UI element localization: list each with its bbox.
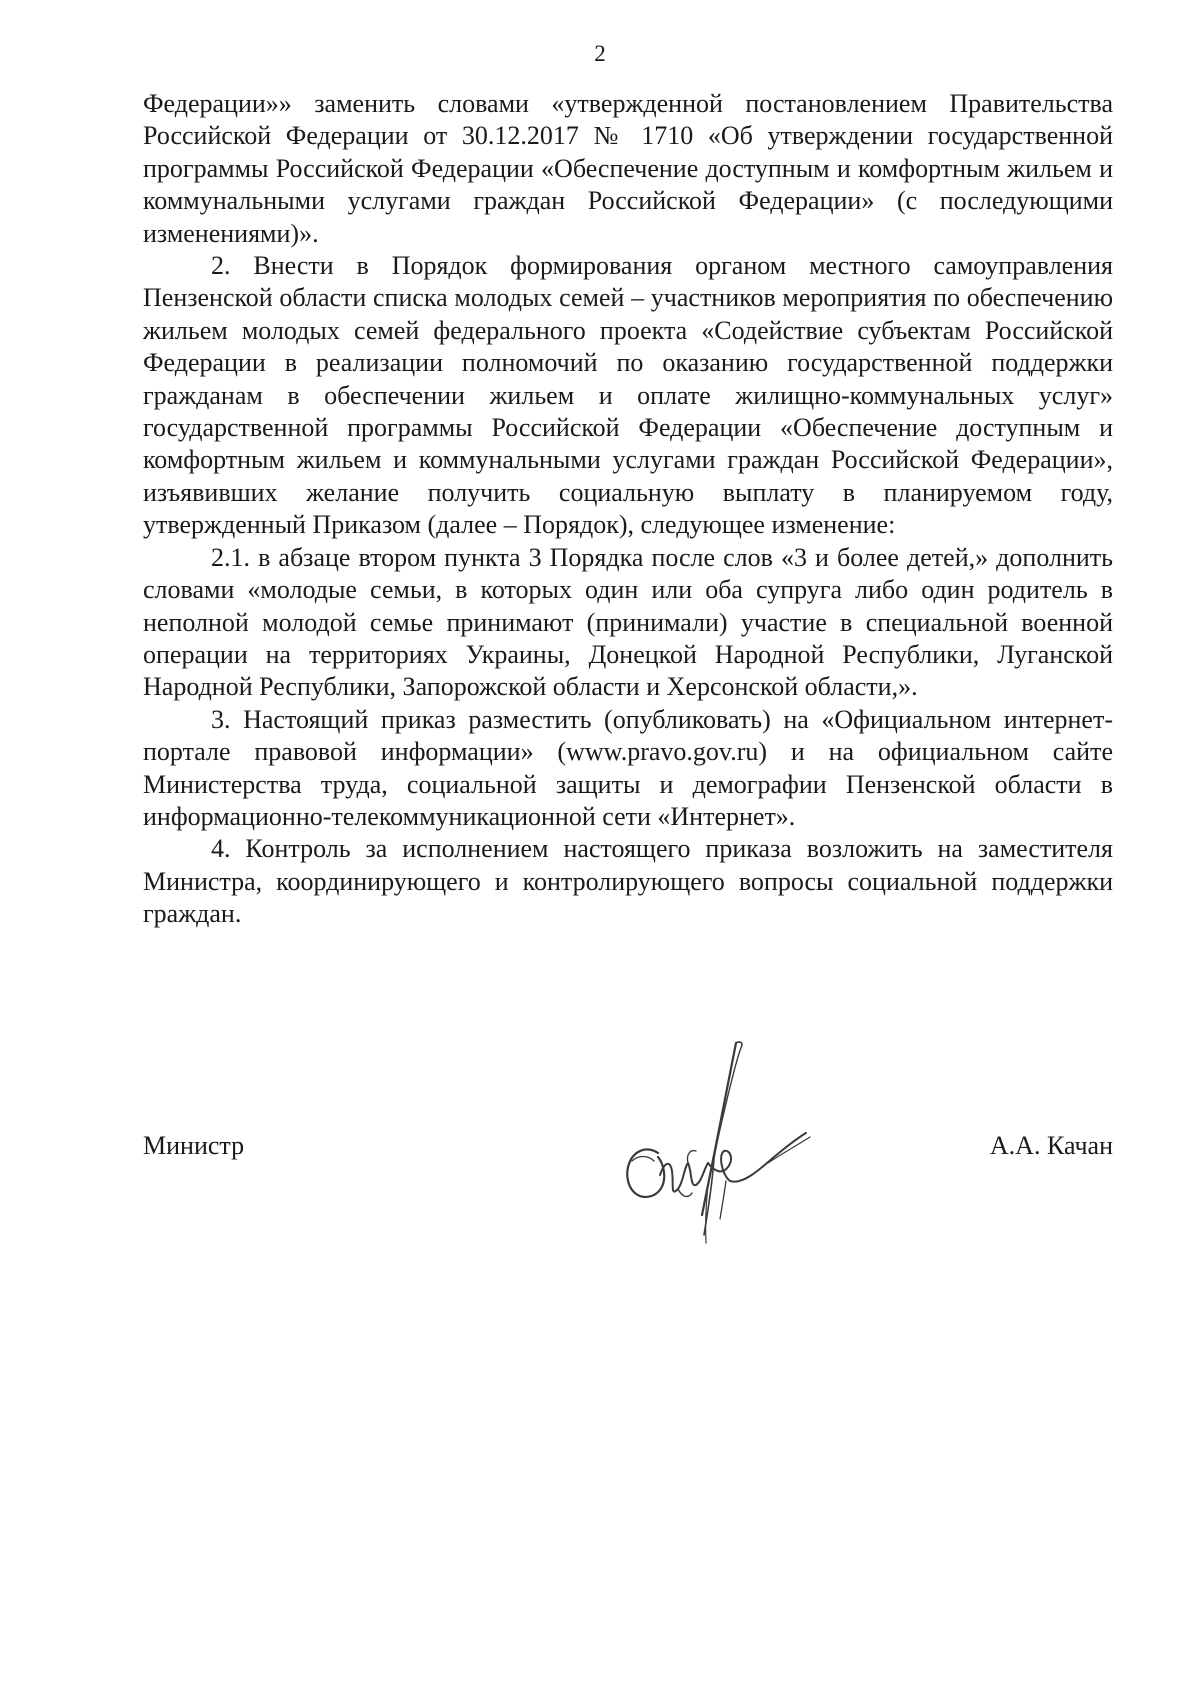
paragraph-item-3: 3. Настоящий приказ разместить (опубликовать) на «Официальном интернет-портале правовой информации» (www.pravo.gov.ru) и на официальном сайте Министерства труда, социальной защиты и демографии Пензенской области в информационно-телекоммуникационной сети «Интернет». (143, 704, 1113, 831)
paragraph-item-2: 2. Внести в Порядок формирования органом местного самоуправления Пензенской области списка молодых семей – участников мероприятия по обеспечению жильем молодых семей федерального проекта «Содействие субъектам Российской Федерации в реализации полномочий по оказанию государственной поддержки гражданам в обеспечении жильем и оплате жилищно-коммунальных услуг» государственной программы Российской Федерации «Обеспечение доступным и комфортным жильем и коммунальными услугами граждан Российской Федерации», изъявивших желание получить социальную выплату в планируемом году, утвержденный Приказом (далее – Порядок), следующее изменение: (143, 251, 1113, 540)
signatory-title: Министр (143, 1131, 245, 1160)
handwritten-signature (618, 1035, 828, 1250)
page-number: 2 (594, 41, 606, 66)
signatory-name: А.А. Качан (989, 1131, 1113, 1160)
paragraph-item-4: 4. Контроль за исполнением настоящего приказа возложить на заместителя Министра, координирующего и контролирующего вопросы социальной поддержки граждан. (143, 834, 1113, 929)
document-body (143, 88, 1113, 931)
paragraph-item-2-1: 2.1. в абзаце втором пункта 3 Порядка после слов «3 и более детей,» дополнить словами «молодые семьи, в которых один или оба супруга либо один родитель в неполной молодой семье принимают (принимали) участие в специальной военной операции на территориях Украины, Донецкой Народной Республики, Луганской Народной Республики, Запорожской области и Херсонской области,». (143, 542, 1113, 702)
paragraph-continuation: Федерации»» заменить словами «утвержденной постановлением Правительства Российской Федерации от 30.12.2017 № 1710 «Об утверждении государственной программы Российской Федерации «Обеспечение доступным и комфортным жильем и коммунальными услугами граждан Российской Федерации» (с последующими изменениями)». (143, 89, 1113, 248)
